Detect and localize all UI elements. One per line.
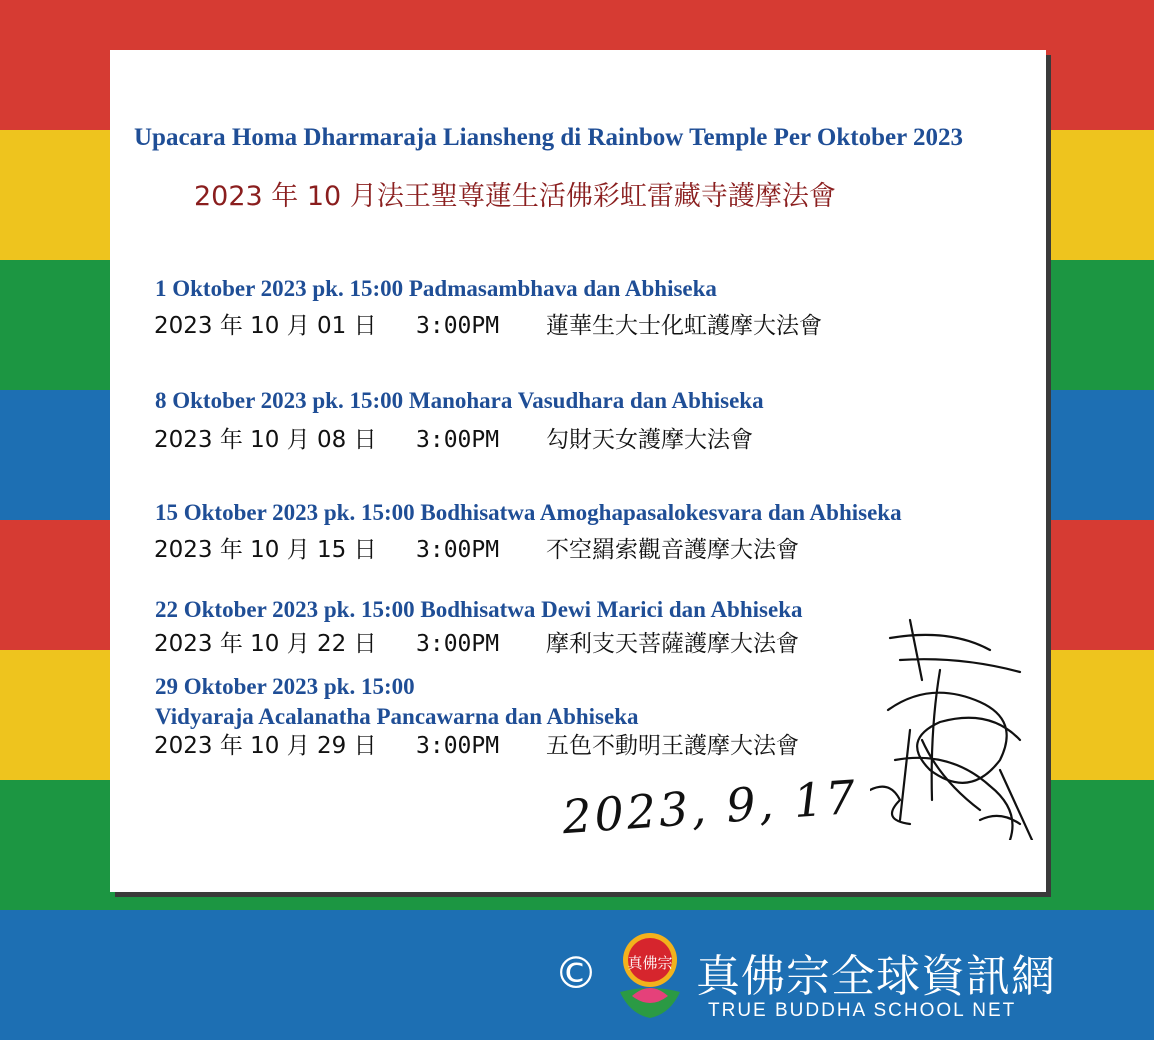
logo-text: 真佛宗 — [627, 954, 673, 972]
event-time: 3:00PM — [416, 537, 500, 563]
event-line-chinese — [154, 732, 799, 760]
event-time: 3:00PM — [416, 427, 500, 453]
event-name: 蓮華生大士化虹護摩大法會 — [546, 313, 822, 339]
event-date: 2023 年 10 月 29 日 — [154, 733, 377, 759]
notice-paper — [110, 50, 1046, 892]
event-date: 2023 年 10 月 15 日 — [154, 537, 377, 563]
event-line-chinese — [154, 312, 822, 340]
handwritten-date: 2023, 9, 17 — [560, 769, 860, 845]
event-title-indonesian-line2: Vidyaraja Acalanatha Pancawarna dan Abhiseka — [155, 704, 639, 729]
event-name: 勾財天女護摩大法會 — [546, 427, 753, 453]
event-title-indonesian: 22 Oktober 2023 pk. 15:00 Bodhisatwa Dewi Marici dan Abhiseka — [155, 597, 803, 622]
event-title-indonesian: 1 Oktober 2023 pk. 15:00 Padmasambhava dan Abhiseka — [155, 276, 717, 301]
event-name: 五色不動明王護摩大法會 — [546, 733, 799, 759]
event-time: 3:00PM — [416, 313, 500, 339]
event-line-chinese — [154, 630, 799, 658]
true-buddha-school-logo — [610, 932, 690, 1022]
notice-title-chinese: 2023 年 10 月法王聖尊蓮生活佛彩虹雷藏寺護摩法會 — [194, 181, 836, 212]
event-line-chinese — [154, 536, 799, 564]
event-time: 3:00PM — [416, 631, 500, 657]
event-date: 2023 年 10 月 08 日 — [154, 427, 377, 453]
brand-name-english: TRUE BUDDHA SCHOOL NET — [708, 1000, 1017, 1021]
event-time: 3:00PM — [416, 733, 500, 759]
event-date: 2023 年 10 月 01 日 — [154, 313, 377, 339]
event-date: 2023 年 10 月 22 日 — [154, 631, 377, 657]
event-title-indonesian: 15 Oktober 2023 pk. 15:00 Bodhisatwa Amoghapasalokesvara dan Abhiseka — [155, 500, 902, 525]
event-title-indonesian: 8 Oktober 2023 pk. 15:00 Manohara Vasudhara dan Abhiseka — [155, 388, 764, 413]
handwritten-signature — [870, 610, 1040, 840]
notice-title-indonesian: Upacara Homa Dharmaraja Liansheng di Rainbow Temple Per Oktober 2023 — [134, 124, 963, 151]
event-line-chinese — [154, 426, 753, 454]
event-name: 不空羂索觀音護摩大法會 — [546, 537, 799, 563]
brand-name-chinese: 真佛宗全球資訊網 — [696, 951, 1056, 1002]
event-name: 摩利支天菩薩護摩大法會 — [546, 631, 799, 657]
copyright-symbol: © — [554, 948, 598, 999]
event-title-indonesian: 29 Oktober 2023 pk. 15:00 — [155, 674, 415, 699]
